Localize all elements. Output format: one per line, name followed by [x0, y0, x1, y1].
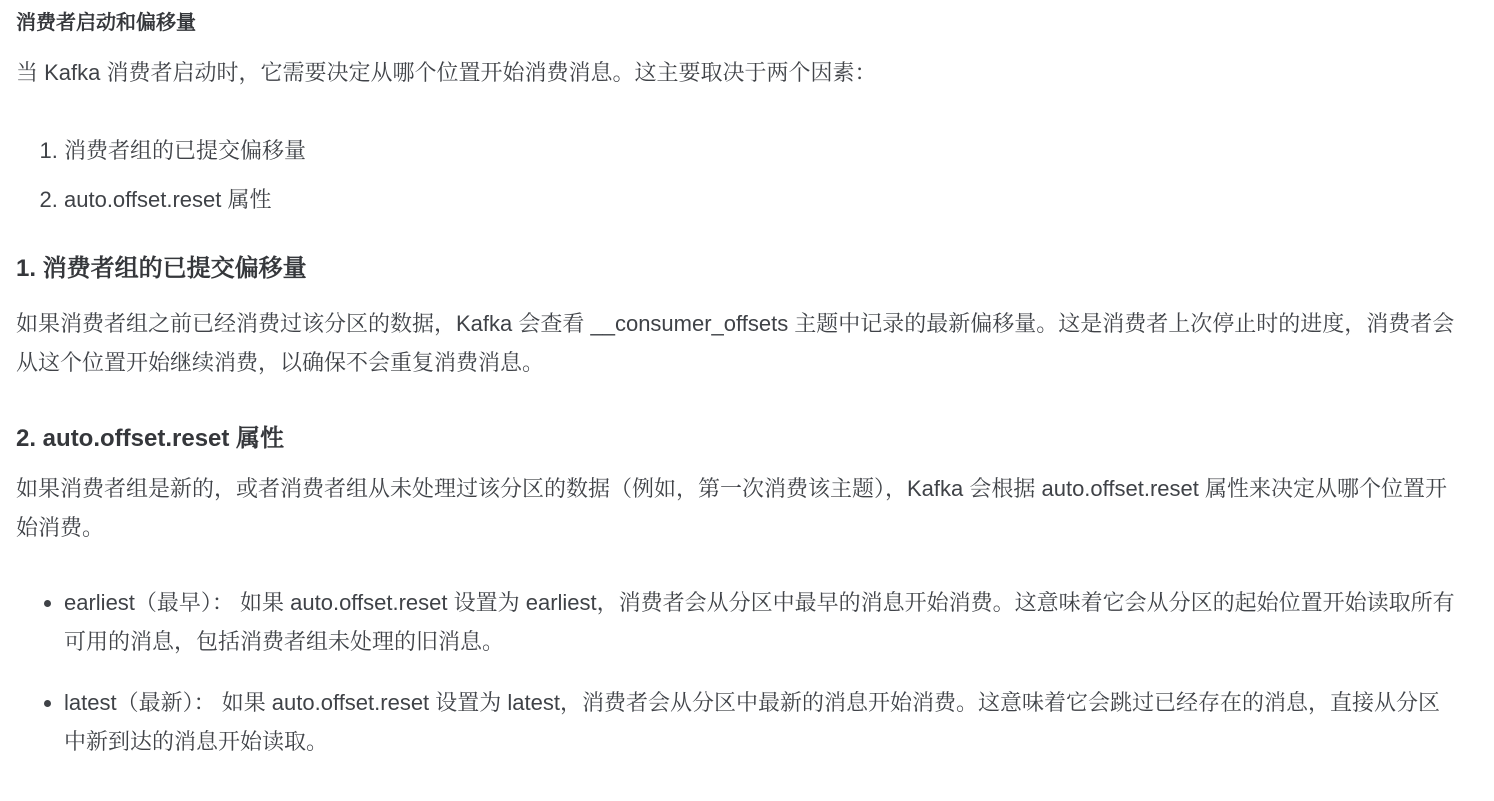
option-item-earliest: • earliest（最早）： 如果 auto.offset.reset 设置为 earliest，消费者会从分区中最早的消息开始消费。这意味着它会从分区的起始位置开始读取所有可用的消息，包括消费者组未处理的旧消息。	[64, 583, 1460, 661]
factors-list	[16, 131, 1460, 219]
section-1-paragraph: 如果消费者组之前已经消费过该分区的数据，Kafka 会查看 __consumer_offsets 主题中记录的最新偏移量。这是消费者上次停止时的进度，消费者会从这个位置开始继续消费，以确保不会重复消费消息。	[16, 311, 1455, 375]
doc-title: 消费者启动和偏移量	[16, 12, 196, 34]
section-2-heading: 2. auto.offset.reset 属性	[16, 425, 285, 452]
article-body	[0, 9, 1494, 801]
section-2-paragraph: 如果消费者组是新的，或者消费者组从未处理过该分区的数据（例如，第一次消费该主题），Kafka 会根据 auto.offset.reset 属性来决定从哪个位置开始消费。	[16, 476, 1447, 540]
factor-item-committed-offset: 1. 消费者组的已提交偏移量	[64, 131, 1460, 170]
factor-item-auto-offset-reset: 2. auto.offset.reset 属性	[64, 180, 1460, 219]
intro-paragraph: 当 Kafka 消费者启动时，它需要决定从哪个位置开始消费消息。这主要取决于两个因素：	[16, 60, 877, 85]
option-item-latest: • latest（最新）： 如果 auto.offset.reset 设置为 latest，消费者会从分区中最新的消息开始消费。这意味着它会跳过已经存在的消息，直接从分区中新到达的消息开始读取。	[64, 683, 1460, 761]
reset-options-list	[16, 583, 1460, 761]
section-1-heading: 1. 消费者组的已提交偏移量	[16, 255, 307, 282]
